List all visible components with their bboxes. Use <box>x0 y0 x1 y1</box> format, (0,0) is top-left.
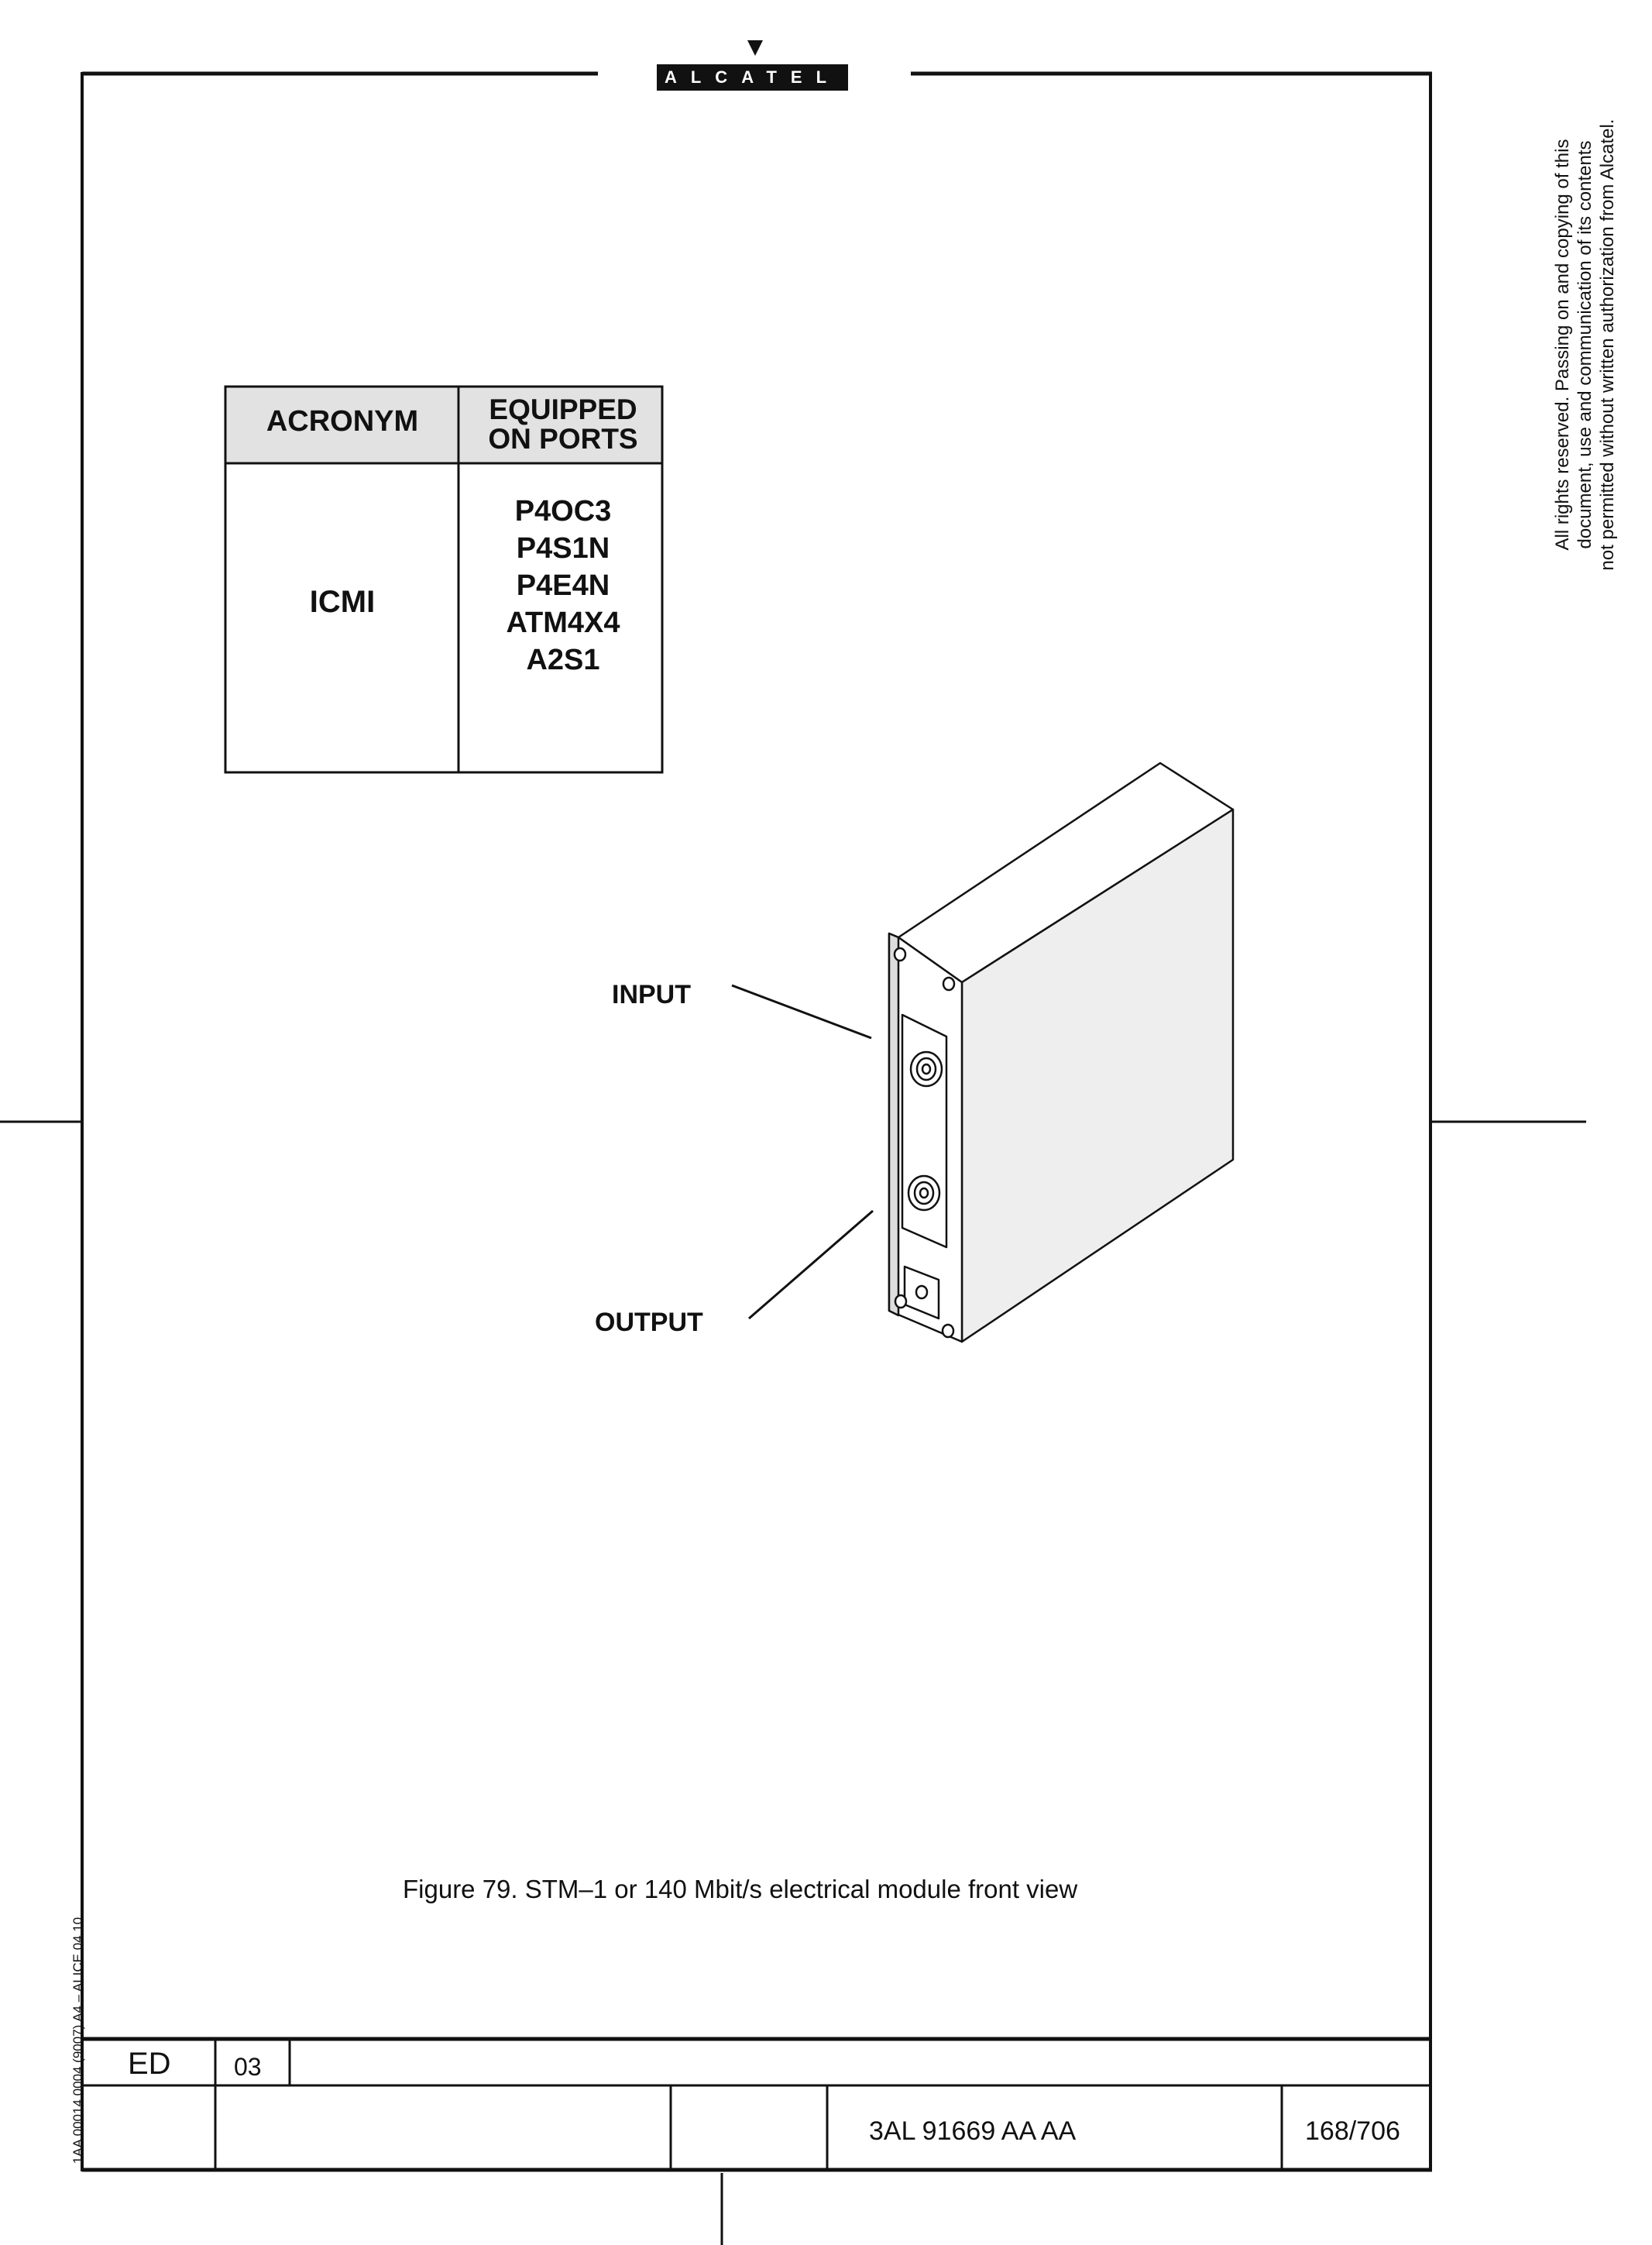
header-equipped-line1: EQUIPPED <box>489 394 637 425</box>
output-label: OUTPUT <box>595 1308 703 1337</box>
rights-line-1: All rights reserved. Passing on and copying of this <box>1552 139 1573 551</box>
port-item: P4E4N <box>516 569 610 602</box>
rights-line-2: document, use and communication of its contents <box>1575 140 1595 549</box>
port-item: ATM4X4 <box>506 607 620 639</box>
header-equipped-line2: ON PORTS <box>488 423 638 455</box>
input-label: INPUT <box>612 980 691 1009</box>
document-reference: 3AL 91669 AA AA <box>869 2116 1077 2146</box>
table-cell-acronym: ICMI <box>309 585 376 619</box>
figure-caption: Figure 79. STM–1 or 140 Mbit/s electrical module front view <box>403 1875 1078 1903</box>
rights-line-3: not permitted without written authorization from Alcatel. <box>1597 119 1618 571</box>
edition-label: ED <box>128 2047 171 2081</box>
table-header-acronym: ACRONYM <box>266 405 419 438</box>
port-item: P4S1N <box>516 532 610 565</box>
form-code: 1AA 00014 0004 (9007) A4 – ALICE 04.10 <box>70 1917 85 2164</box>
edition-number: 03 <box>234 2053 262 2081</box>
port-item: P4OC3 <box>514 495 612 528</box>
port-item: A2S1 <box>526 644 600 676</box>
alcatel-logo: ALCATEL <box>657 64 848 91</box>
page-number: 168/706 <box>1305 2116 1400 2146</box>
